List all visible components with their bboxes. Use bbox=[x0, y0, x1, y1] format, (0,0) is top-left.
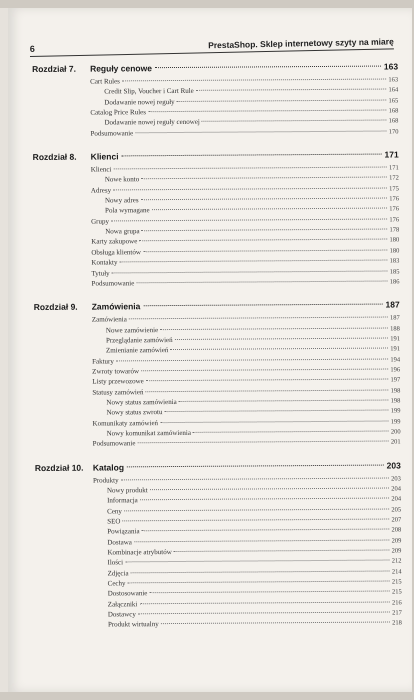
dot-leader bbox=[121, 477, 390, 480]
chapter-entries bbox=[91, 163, 400, 289]
dot-leader bbox=[134, 539, 390, 542]
book-title: PrestaShop. Sklep internetowy szyty na miarę bbox=[208, 36, 394, 51]
entry-title: Dostawa bbox=[107, 538, 132, 547]
chapter-entries bbox=[90, 74, 398, 138]
entry-page: 185 bbox=[389, 267, 400, 276]
dot-leader bbox=[139, 239, 387, 242]
chapter-title-line bbox=[93, 460, 401, 472]
dot-leader bbox=[148, 110, 387, 113]
entry-page: 176 bbox=[389, 195, 399, 203]
chapter-heading bbox=[35, 458, 401, 476]
toc-chapter bbox=[34, 298, 401, 459]
entry-page: 218 bbox=[392, 619, 402, 627]
dot-leader bbox=[149, 591, 390, 594]
dot-leader bbox=[119, 260, 387, 263]
entry-title: Dodawanie nowej reguły cenowej bbox=[104, 118, 200, 127]
dot-leader bbox=[141, 177, 387, 180]
entry-page: 201 bbox=[390, 438, 401, 446]
entry-title: Tytuły bbox=[91, 268, 110, 278]
entry-title: Ilości bbox=[107, 558, 124, 567]
entry-page: 188 bbox=[390, 324, 400, 333]
dot-leader bbox=[150, 488, 390, 491]
entry-title: Kontakty bbox=[91, 258, 118, 267]
entry-title: Kombinacje atrybutów bbox=[107, 548, 172, 557]
entry-title: Dodawanie nowej reguły bbox=[104, 97, 175, 107]
chapter-page: 163 bbox=[383, 61, 399, 72]
dot-leader bbox=[140, 498, 390, 501]
entry-page: 204 bbox=[391, 495, 402, 503]
entry-page: 205 bbox=[391, 506, 402, 514]
entry-title: Powiązania bbox=[107, 527, 140, 536]
dot-leader bbox=[160, 327, 388, 330]
chapter-title-line bbox=[92, 300, 400, 312]
dot-leader bbox=[113, 187, 387, 190]
dot-leader bbox=[174, 550, 390, 553]
entry-page: 200 bbox=[390, 428, 401, 436]
dot-leader bbox=[142, 229, 388, 232]
entry-page: 187 bbox=[390, 314, 400, 322]
dot-leader bbox=[111, 218, 387, 221]
toc-chapter bbox=[35, 458, 402, 631]
chapter-heading bbox=[32, 59, 398, 77]
dot-leader bbox=[143, 249, 388, 252]
entry-page: 194 bbox=[390, 356, 401, 364]
entry-page: 191 bbox=[390, 345, 401, 353]
entry-page: 164 bbox=[388, 86, 399, 94]
entry-title: Informacja bbox=[107, 496, 138, 505]
chapter-heading bbox=[34, 298, 400, 316]
entry-title: Adresy bbox=[90, 186, 112, 195]
entry-title: Ceny bbox=[107, 507, 122, 516]
dot-leader bbox=[122, 519, 389, 522]
entry-title: Komunikaty zamówień bbox=[92, 418, 159, 428]
dot-leader bbox=[146, 379, 389, 382]
chapter-gap bbox=[35, 447, 401, 459]
chapter-title: Reguły cenowe bbox=[90, 63, 152, 74]
entry-page: 176 bbox=[389, 216, 400, 224]
entry-page: 198 bbox=[390, 397, 401, 405]
dot-leader bbox=[125, 560, 390, 563]
dot-leader bbox=[141, 198, 388, 201]
entry-title: Nowy adres bbox=[104, 196, 139, 205]
entry-title: Grupy bbox=[91, 217, 110, 226]
chapter-gap bbox=[34, 287, 400, 299]
dot-leader bbox=[135, 130, 386, 133]
entry-title: Podsumowanie bbox=[92, 439, 136, 448]
chapter-entries bbox=[92, 313, 401, 450]
dot-leader bbox=[122, 79, 387, 82]
dot-leader bbox=[164, 410, 388, 413]
entry-title: Zmienianie zamówień bbox=[105, 346, 169, 355]
table-of-contents bbox=[32, 59, 402, 632]
chapter-number: Rozdział 8. bbox=[32, 151, 77, 163]
entry-title: SEO bbox=[107, 517, 121, 526]
entry-title: Nowy produkt bbox=[106, 486, 148, 495]
chapter-title-line bbox=[91, 150, 399, 162]
dot-leader bbox=[170, 348, 388, 351]
chapter-gap bbox=[33, 137, 399, 149]
entry-title: Catalog Price Rules bbox=[90, 108, 146, 117]
dot-leader bbox=[193, 430, 389, 432]
entry-page: 180 bbox=[389, 247, 400, 255]
chapter-number: Rozdział 9. bbox=[33, 301, 78, 313]
entry-title: Zwroty towarów bbox=[92, 367, 140, 376]
chapter-title: Klienci bbox=[90, 151, 119, 162]
dot-leader bbox=[177, 99, 387, 101]
dot-leader bbox=[136, 280, 387, 283]
chapter-page: 187 bbox=[385, 299, 400, 310]
dot-leader bbox=[141, 368, 388, 371]
entry-title: Dostosowanie bbox=[107, 589, 148, 598]
chapter-number: Rozdział 7. bbox=[32, 63, 77, 74]
entry-page: 175 bbox=[389, 185, 399, 193]
dot-leader bbox=[202, 120, 387, 122]
entry-page: 176 bbox=[389, 205, 400, 213]
toc-chapter bbox=[33, 148, 400, 299]
entry-title: Zdjęcia bbox=[107, 569, 129, 578]
entry-page: 203 bbox=[391, 475, 401, 483]
entry-title: Cechy bbox=[107, 579, 126, 588]
entry-title: Klienci bbox=[90, 165, 112, 174]
entry-title: Podsumowanie bbox=[90, 129, 134, 138]
toc-entry bbox=[94, 618, 402, 630]
dot-leader bbox=[175, 337, 389, 339]
entry-title: Obsługa klientów bbox=[91, 248, 141, 257]
entry-page: 196 bbox=[390, 366, 401, 374]
entry-title: Nowy komunikat zamówienia bbox=[106, 428, 191, 438]
entry-page: 209 bbox=[391, 547, 402, 555]
entry-page: 168 bbox=[388, 107, 399, 115]
dot-leader bbox=[127, 464, 384, 467]
dot-leader bbox=[142, 529, 390, 532]
dot-leader bbox=[131, 570, 390, 573]
entry-page: 217 bbox=[392, 609, 402, 617]
entry-page: 197 bbox=[390, 376, 401, 384]
entry-page: 209 bbox=[391, 537, 402, 545]
entry-page: 199 bbox=[390, 407, 401, 415]
entry-page: 191 bbox=[390, 335, 400, 343]
entry-title: Statusy zamówień bbox=[92, 387, 144, 397]
chapter-heading bbox=[33, 148, 399, 166]
dot-leader bbox=[116, 358, 388, 361]
entry-title: Nowe zamówienie bbox=[105, 325, 159, 335]
entry-page: 183 bbox=[389, 257, 400, 265]
entry-page: 207 bbox=[391, 516, 402, 524]
entry-title: Przeglądanie zamówień bbox=[105, 335, 173, 345]
entry-page: 171 bbox=[388, 164, 399, 172]
chapter-entries bbox=[93, 473, 402, 630]
chapter-title: Zamówienia bbox=[91, 301, 141, 312]
chapter-page: 171 bbox=[384, 149, 399, 160]
dot-leader bbox=[138, 612, 390, 615]
dot-leader bbox=[143, 304, 382, 307]
entry-title: Karty zakupowe bbox=[91, 237, 138, 247]
entry-page: 165 bbox=[388, 97, 399, 105]
entry-title: Nowe konto bbox=[104, 175, 140, 184]
dot-leader bbox=[152, 208, 388, 211]
entry-page: 170 bbox=[388, 128, 399, 136]
dot-leader bbox=[179, 399, 389, 401]
entry-title: Faktury bbox=[92, 356, 114, 366]
dot-leader bbox=[161, 622, 391, 625]
chapter-page: 203 bbox=[386, 460, 401, 471]
entry-title: Credit Slip, Voucher i Cart Rule bbox=[104, 87, 194, 96]
entry-title: Cart Rules bbox=[90, 77, 120, 86]
entry-title: Nowa grupa bbox=[105, 227, 140, 236]
toc-chapter bbox=[32, 59, 399, 148]
entry-page: 215 bbox=[391, 578, 402, 586]
chapter-title-line bbox=[90, 61, 398, 73]
entry-page: 198 bbox=[390, 387, 401, 395]
entry-page: 212 bbox=[391, 557, 402, 565]
entry-title: Załączniki bbox=[107, 600, 138, 609]
dot-leader bbox=[128, 581, 390, 584]
entry-page: 180 bbox=[389, 236, 400, 244]
dot-leader bbox=[145, 389, 388, 392]
dot-leader bbox=[160, 420, 389, 423]
entry-title: Dostawcy bbox=[107, 610, 136, 619]
entry-page: 204 bbox=[391, 485, 402, 493]
dot-leader bbox=[196, 89, 387, 91]
dot-leader bbox=[155, 66, 381, 69]
entry-page: 216 bbox=[392, 599, 402, 607]
chapter-title: Katalog bbox=[92, 462, 125, 473]
dot-leader bbox=[137, 441, 388, 444]
dot-leader bbox=[112, 270, 388, 273]
entry-title: Listy przewozowe bbox=[92, 377, 144, 386]
entry-page: 168 bbox=[388, 117, 399, 125]
entry-page: 208 bbox=[391, 526, 402, 534]
dot-leader bbox=[113, 167, 387, 170]
entry-page: 215 bbox=[391, 588, 402, 596]
entry-page: 199 bbox=[390, 418, 401, 426]
entry-title: Produkt wirtualny bbox=[107, 620, 159, 629]
entry-title: Produkty bbox=[92, 476, 119, 485]
entry-title: Podsumowanie bbox=[91, 279, 135, 288]
entry-page: 186 bbox=[389, 278, 400, 286]
entry-title: Nowy status zamówienia bbox=[106, 397, 177, 407]
dot-leader bbox=[124, 508, 389, 511]
entry-page: 178 bbox=[389, 226, 400, 234]
entry-page: 172 bbox=[389, 174, 399, 182]
dot-leader bbox=[139, 601, 390, 604]
entry-title: Pola wymagane bbox=[105, 206, 150, 215]
chapter-number: Rozdział 10. bbox=[34, 462, 84, 473]
entry-title: Zamówienia bbox=[91, 315, 127, 324]
dot-leader bbox=[122, 154, 382, 157]
page-number: 6 bbox=[29, 43, 35, 55]
entry-title: Nowy status zwrotu bbox=[106, 408, 163, 417]
entry-page: 214 bbox=[391, 568, 402, 576]
entry-page: 163 bbox=[388, 76, 399, 84]
dot-leader bbox=[129, 317, 388, 320]
